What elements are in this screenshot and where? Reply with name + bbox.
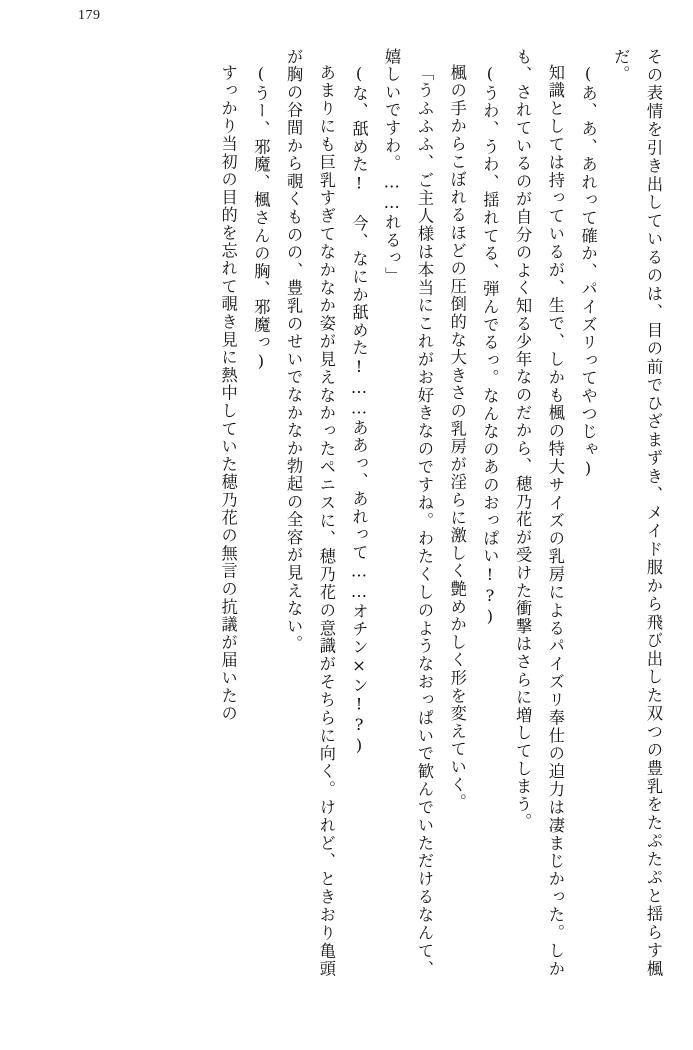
paragraph: あまりにも巨乳すぎてなかなか姿が見えなかったペニスに、穂乃花の意識がそちらに向く。けれど、ときおり亀頭が胸の谷間から覗くものの、豊乳のせいでなかなか勃起の全容が見えない。	[284, 48, 336, 978]
page-number: 179	[78, 8, 101, 23]
paragraph: (うわ、うわ、揺れてる、弾んでるっ。なんなのあのおっぱい!?)	[480, 64, 500, 628]
page-body-text	[30, 48, 669, 978]
paragraph: すっかり当初の目的を忘れて覗き見に熱中していた穂乃花の無言の抗議が届いたの	[218, 64, 238, 723]
paragraph: (うー、邪魔、楓さんの胸、邪魔っ)	[251, 64, 271, 373]
paragraph: その表情を引き出しているのは、目の前でひざまずき、メイド服から飛び出した双つの豊乳をたぷたぷと揺らす楓だ。	[611, 48, 663, 978]
paragraph: (あ、あ、あれって確か、パイズリってやつじゃ)	[578, 64, 598, 480]
paragraph: 「うふふふ、ご主人様は本当にこれがお好きなのですね。わたくしのようなおっぱいで歓んでいただけるなんて、嬉しいですわ。……れるっ」	[382, 48, 434, 978]
paragraph: 知識としては持っているが、生で、しかも楓の特大サイズの乳房によるパイズリ奉仕の迫力は凄まじかった。しかも、されているのが自分のよく知る少年なのだから、穂乃花が受けた衝撃はさらに増してしまう。	[513, 48, 565, 978]
paragraph: (な、舐めた! 今、なにか舐めた!……ああっ、あれって……オチン×ン!?)	[349, 64, 369, 757]
paragraph: 楓の手からこぼれるほどの圧倒的な大きさの乳房が淫らに激しく艶めかしく形を変えていく。	[447, 64, 467, 812]
